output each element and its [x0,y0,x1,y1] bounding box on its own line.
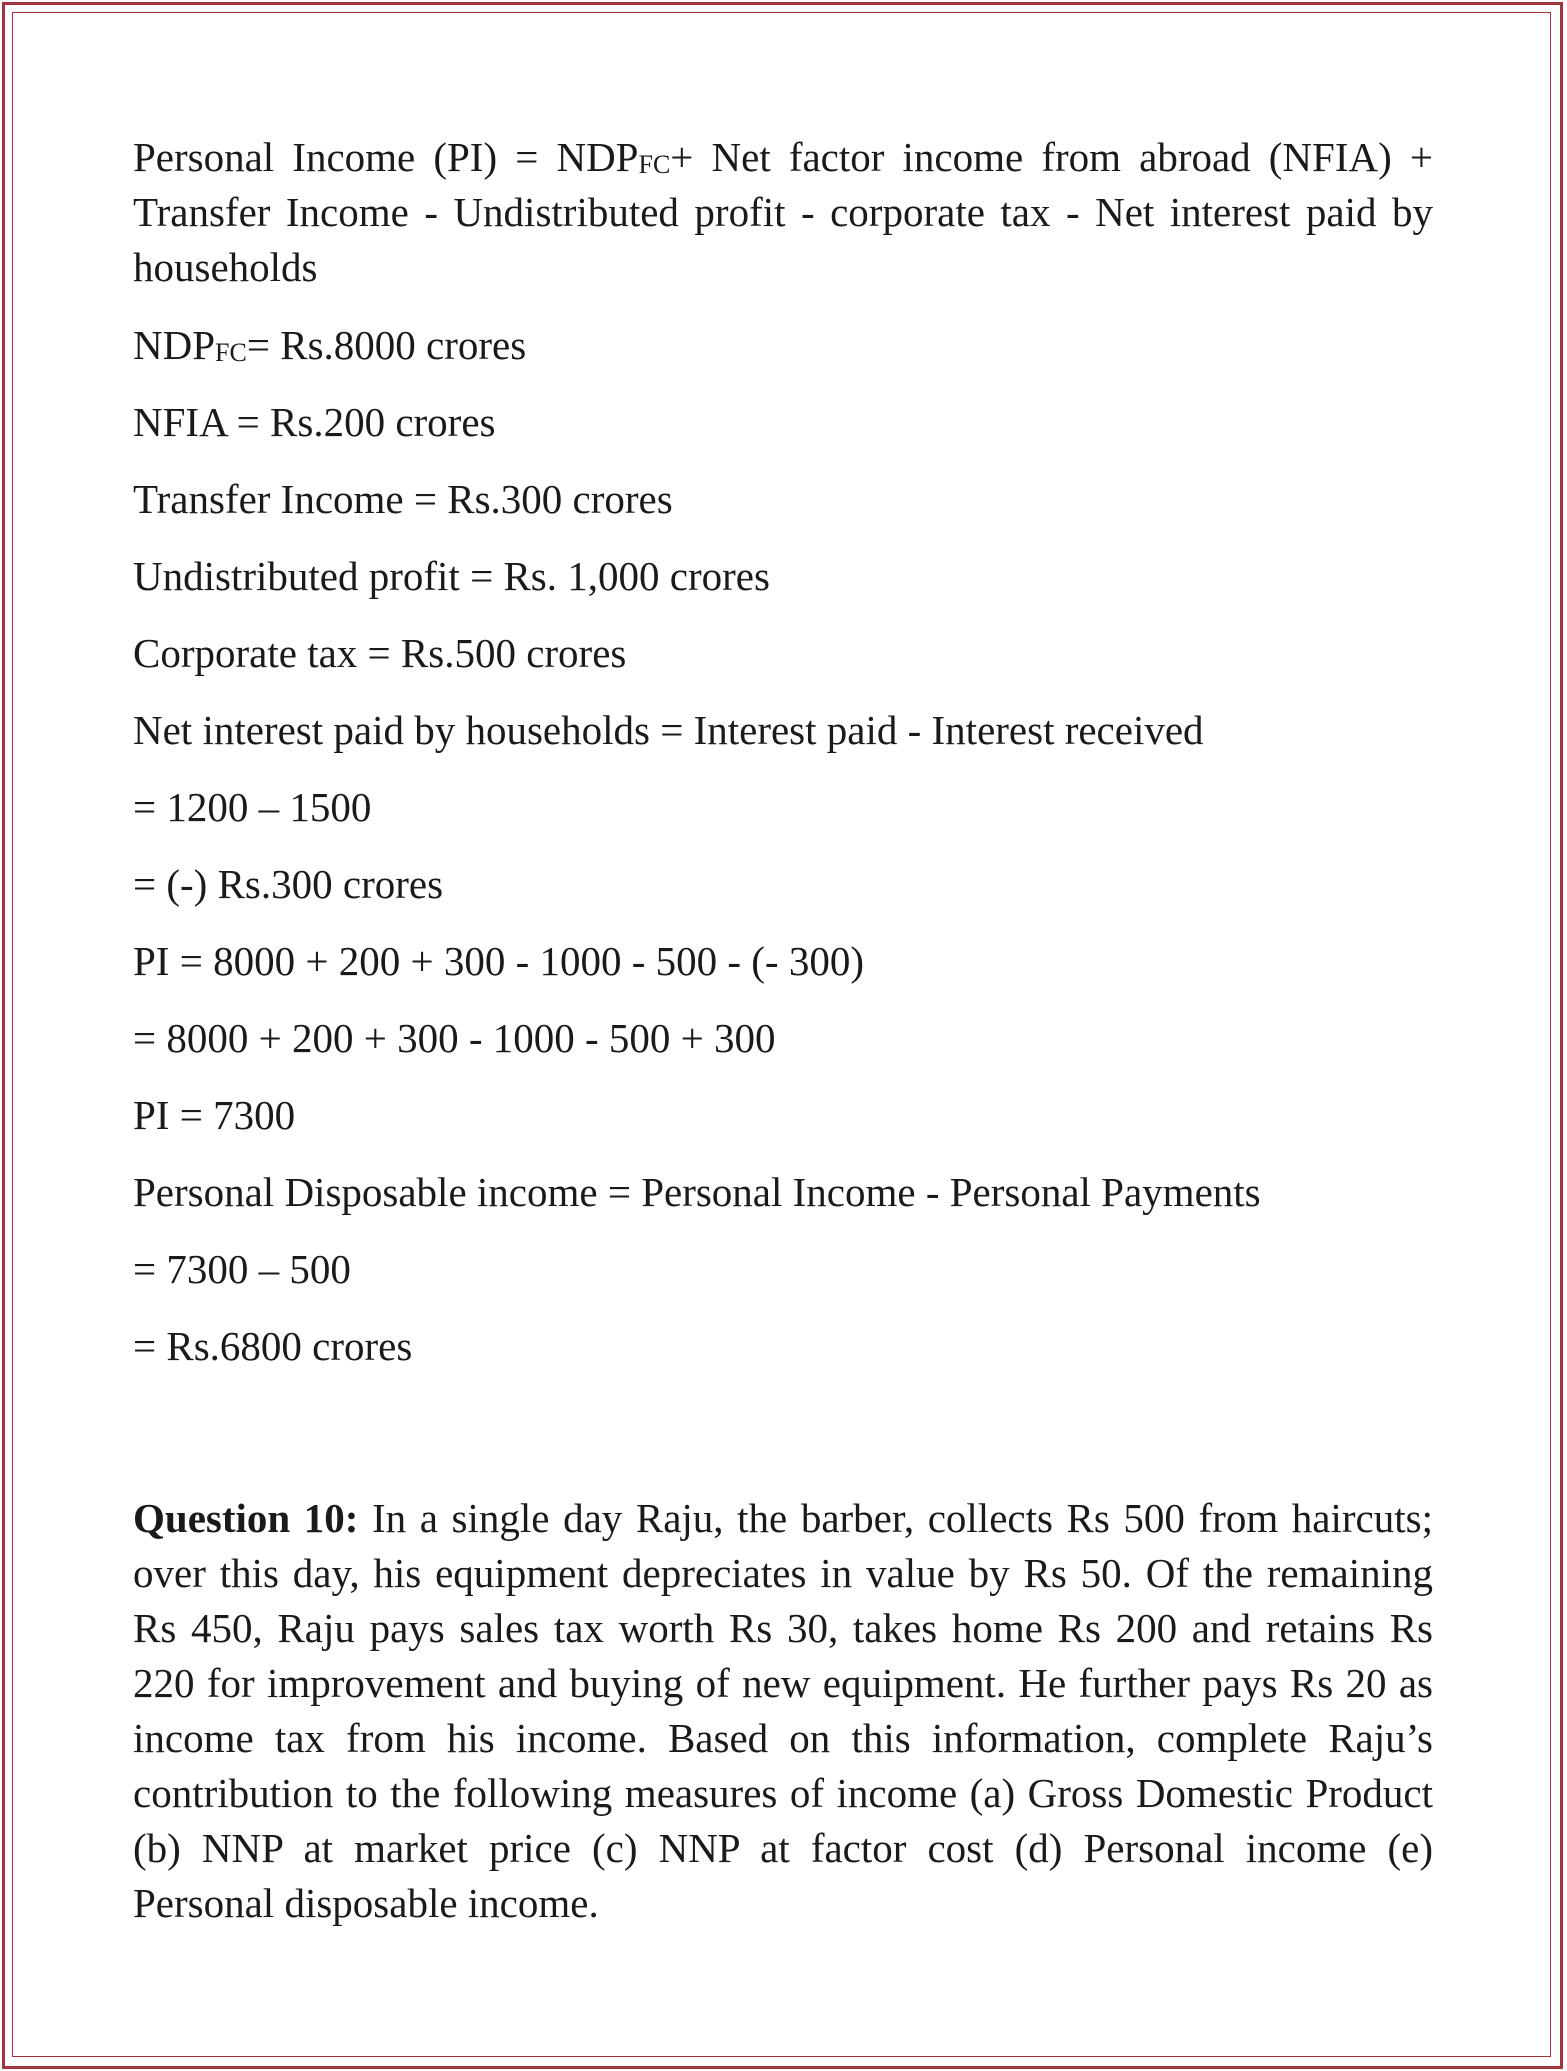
undistributed-profit-line: Undistributed profit = Rs. 1,000 crores [133,553,770,599]
net-interest-line: Net interest paid by households = Interest paid - Interest received [133,707,1204,753]
pi-calc-line-2: = 8000 + 200 + 300 - 1000 - 500 + 300 [133,1015,776,1061]
question-label: Question 10: [133,1495,359,1541]
pi-definition-part2: + Net factor income from abroad (NFIA) + Transfer Income - Undistributed profit - corporate tax - Net interest paid by households [133,134,1433,290]
pdi-definition-line: Personal Disposable income = Personal Income - Personal Payments [133,1169,1261,1215]
question-text: In a single day Raju, the barber, collects Rs 500 from haircuts; over this day, his equipment depreciates in value by Rs 50. Of the remaining Rs 450, Raju pays sales tax worth Rs 30, takes home Rs 200 and retains Rs 220 for improvement and buying of new equipment. He further pays Rs 20 as income tax from his income. Based on this information, complete Raju’s contribution to the following measures of income (a) Gross Domestic Product (b) NNP at market price (c) NNP at factor cost (d) Personal income (e) Personal disposable income. [133,1495,1433,1926]
corporate-tax-line: Corporate tax = Rs.500 crores [133,630,627,676]
ndp-line [133,307,1433,384]
net-interest-result-line: = (-) Rs.300 crores [133,861,444,907]
fc-subscript: FC [638,150,671,179]
question-10 [133,1491,1433,1931]
ndp-prefix: NDP [133,322,216,368]
ndp-value: = Rs.8000 crores [246,322,527,368]
pi-result-line: PI = 7300 [133,1092,296,1138]
pdi-calc-line: = 7300 – 500 [133,1246,351,1292]
pi-definition [133,130,1433,295]
fc-subscript: FC [215,338,247,367]
pi-calc-line: PI = 8000 + 200 + 300 - 1000 - 500 - (- 300) [133,938,864,984]
pdi-result-line: = Rs.6800 crores [133,1323,413,1369]
nfia-line: NFIA = Rs.200 crores [133,399,496,445]
transfer-income-line: Transfer Income = Rs.300 crores [133,476,673,522]
document-body [133,130,1433,1931]
net-interest-calc-line: = 1200 – 1500 [133,784,372,830]
pi-definition-part1: Personal Income (PI) = NDP [133,134,639,180]
